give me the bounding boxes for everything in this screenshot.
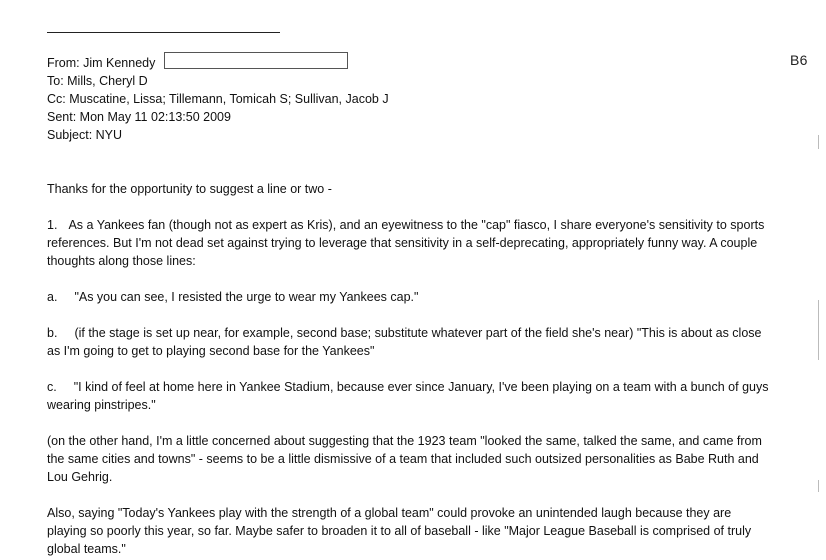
redaction-box bbox=[164, 52, 348, 69]
sent-line: Sent: Mon May 11 02:13:50 2009 bbox=[47, 110, 231, 124]
suggestion-c-text: "I kind of feel at home here in Yankee Stadium, because ever since January, I've been playing on a team with a bunch of guys wearing pinstripes." bbox=[47, 380, 769, 412]
paragraph-1-text: As a Yankees fan (though not as expert as Kris), and an eyewitness to the "cap" fiasco, I share everyone's sensitivity to sports references. But I'm not dead set against trying to leverage that sensitivity in a self-deprecating, appropriately funny way. A couple thoughts along those lines: bbox=[47, 218, 765, 268]
cc-line: Cc: Muscatine, Lissa; Tillemann, Tomicah S; Sullivan, Jacob J bbox=[47, 92, 389, 106]
suggestion-a-label: a. bbox=[47, 290, 58, 304]
subject-line: Subject: NYU bbox=[47, 128, 123, 142]
from-line: From: Jim Kennedy bbox=[47, 56, 156, 70]
suggestion-a-text: "As you can see, I resisted the urge to wear my Yankees cap." bbox=[74, 290, 419, 304]
suggestion-c bbox=[47, 378, 772, 414]
paragraph-thanks: Thanks for the opportunity to suggest a line or two - bbox=[47, 182, 332, 196]
paragraph-1923-team: (on the other hand, I'm a little concerned about suggesting that the 1923 team "looked the same, talked the same, and came from the same cities and towns" - seems to be a little dismissive of a team that included such outsized personalities as Babe Ruth and Lou Gehrig. bbox=[47, 434, 762, 484]
margin-mark bbox=[818, 300, 819, 360]
top-divider-line bbox=[47, 32, 280, 33]
margin-mark bbox=[818, 135, 819, 149]
suggestion-b-label: b. bbox=[47, 326, 58, 340]
paragraph-global-team: Also, saying "Today's Yankees play with the strength of a global team" could provoke an unintended laugh because they are playing so poorly this year, so far. Maybe safer to broaden it to all of baseball - like "Major League Baseball is comprised of truly global teams." bbox=[47, 506, 752, 556]
suggestion-b-text: (if the stage is set up near, for example, second base; substitute whatever part of the field she's near) "This is about as close as I'm going to get to playing second base for the Yankees" bbox=[47, 326, 762, 358]
suggestion-a bbox=[47, 288, 772, 306]
paragraph-1-number: 1. bbox=[47, 218, 58, 232]
suggestion-c-label: c. bbox=[47, 380, 57, 394]
suggestion-b bbox=[47, 324, 772, 360]
to-line: To: Mills, Cheryl D bbox=[47, 74, 148, 88]
margin-mark bbox=[818, 480, 819, 492]
paragraph-1 bbox=[47, 216, 772, 270]
exemption-code: B6 bbox=[790, 52, 808, 68]
